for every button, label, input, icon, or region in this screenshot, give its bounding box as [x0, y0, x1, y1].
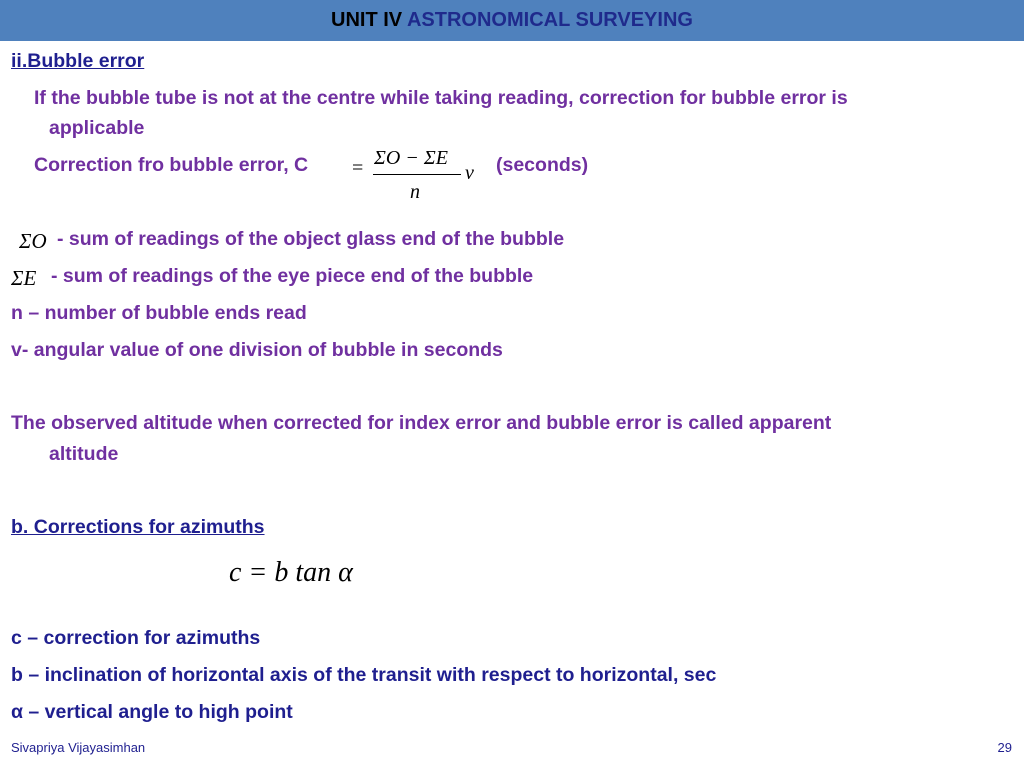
azimuth-heading: b. Corrections for azimuths — [11, 516, 265, 538]
azimuth-formula: c = b tan α — [229, 557, 353, 588]
c-definition: c – correction for azimuths — [11, 627, 261, 649]
sum-e-symbol: ΣE — [11, 266, 37, 290]
footer-page-number: 29 — [997, 740, 1012, 755]
sum-o-symbol: ΣO — [19, 229, 47, 253]
intro-line-1: If the bubble tube is not at the centre while taking reading, correction for bubble error is — [34, 87, 848, 109]
slide-title-unit: UNIT IV — [331, 9, 403, 31]
n-definition: n – number of bubble ends read — [11, 302, 307, 324]
footer-author: Sivapriya Vijayasimhan — [11, 740, 146, 755]
formula-v: v — [465, 162, 474, 184]
sum-o-definition: - sum of readings of the object glass end of the bubble — [57, 228, 565, 250]
slide-title-bar — [0, 0, 1024, 41]
formula-numerator: ΣO − ΣE — [374, 147, 448, 169]
formula-unit: (seconds) — [496, 154, 589, 176]
formula-fraction-line — [373, 174, 461, 175]
alpha-definition: α – vertical angle to high point — [11, 701, 293, 723]
formula-equals: = — [352, 157, 364, 179]
sum-e-definition: - sum of readings of the eye piece end of the bubble — [51, 265, 534, 287]
bubble-error-heading: ii.Bubble error — [11, 50, 145, 72]
v-definition: v- angular value of one division of bubble in seconds — [11, 339, 503, 361]
formula-label: Correction fro bubble error, C — [34, 154, 309, 176]
apparent-altitude-line-1: The observed altitude when corrected for index error and bubble error is called apparent — [11, 412, 832, 434]
slide-title-subject: ASTRONOMICAL SURVEYING — [406, 9, 693, 31]
b-definition: b – inclination of horizontal axis of the transit with respect to horizontal, sec — [11, 664, 717, 686]
formula-denominator: n — [410, 181, 420, 203]
intro-line-2: applicable — [49, 117, 145, 139]
apparent-altitude-line-2: altitude — [49, 443, 119, 465]
